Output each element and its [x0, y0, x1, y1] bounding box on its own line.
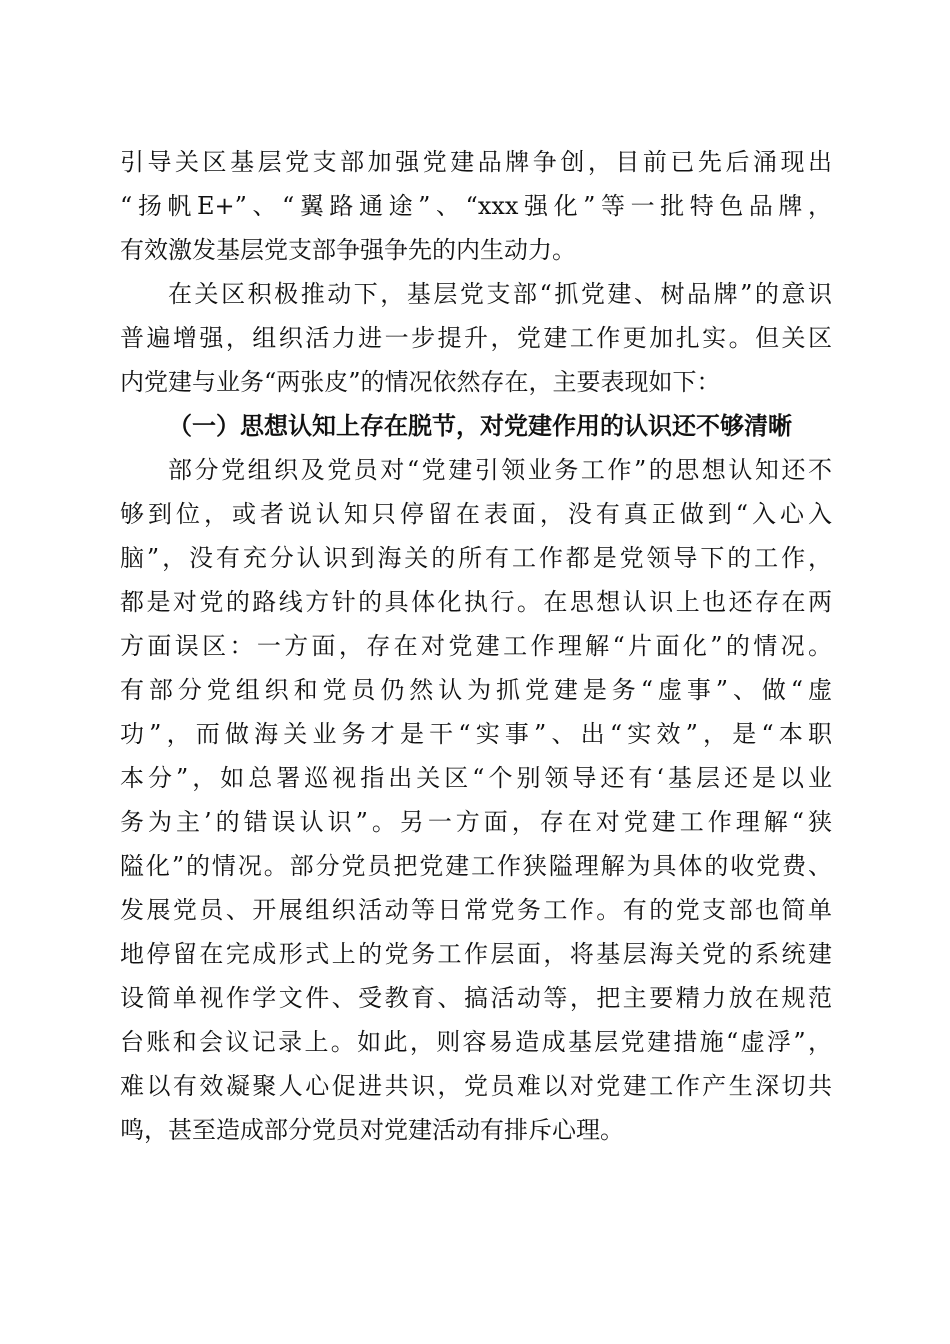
- paragraph-line: 台账和会议记录上。如此，则容易造成基层党建措施“虚浮”，: [120, 1028, 832, 1056]
- section-heading: （一）思想认知上存在脱节，对党建作用的认识还不够清晰: [168, 412, 792, 440]
- paragraph-line: 鸣，甚至造成部分党员对党建活动有排斥心理。: [120, 1116, 624, 1144]
- paragraph-line: 隘化”的情况。部分党员把党建工作狭隘理解为具体的收党费、: [120, 852, 832, 880]
- paragraph-line: 在关区积极推动下，基层党支部“抓党建、树品牌”的意识: [168, 280, 832, 308]
- paragraph-line: 务为主’的错误认识”。另一方面，存在对党建工作理解“狭: [120, 808, 832, 836]
- paragraph-line: 够到位，或者说认知只停留在表面，没有真正做到“入心入: [120, 500, 832, 528]
- paragraph-line: 有部分党组织和党员仍然认为抓党建是务“虚事”、做“虚: [120, 676, 832, 704]
- paragraph-line: 内党建与业务“两张皮”的情况依然存在，主要表现如下：: [120, 368, 721, 396]
- paragraph-line: 有效激发基层党支部争强争先的内生动力。: [120, 236, 576, 264]
- paragraph-line: 设简单视作学文件、受教育、搞活动等，把主要精力放在规范: [120, 984, 832, 1012]
- paragraph-line: 引导关区基层党支部加强党建品牌争创，目前已先后涌现出: [120, 148, 832, 176]
- paragraph-line: 功”，而做海关业务才是干“实事”、出“实效”，是“本职: [120, 720, 832, 748]
- paragraph-line: “扬帆E+”、“翼路通途”、“xxx强化”等一批特色品牌，: [120, 192, 832, 220]
- paragraph-line: 方面误区：一方面，存在对党建工作理解“片面化”的情况。: [120, 632, 832, 660]
- paragraph-line: 普遍增强，组织活力进一步提升，党建工作更加扎实。但关区: [120, 324, 832, 352]
- paragraph-line: 难以有效凝聚人心促进共识，党员难以对党建工作产生深切共: [120, 1072, 832, 1100]
- paragraph-line: 本分”，如总署巡视指出关区“个别领导还有‘基层还是以业: [120, 764, 832, 792]
- paragraph-line: 脑”，没有充分认识到海关的所有工作都是党领导下的工作，: [120, 544, 832, 572]
- paragraph-line: 都是对党的路线方针的具体化执行。在思想认识上也还存在两: [120, 588, 832, 616]
- paragraph-line: 部分党组织及党员对“党建引领业务工作”的思想认知还不: [168, 456, 832, 484]
- paragraph-line: 发展党员、开展组织活动等日常党务工作。有的党支部也简单: [120, 896, 832, 924]
- paragraph-line: 地停留在完成形式上的党务工作层面，将基层海关党的系统建: [120, 940, 832, 968]
